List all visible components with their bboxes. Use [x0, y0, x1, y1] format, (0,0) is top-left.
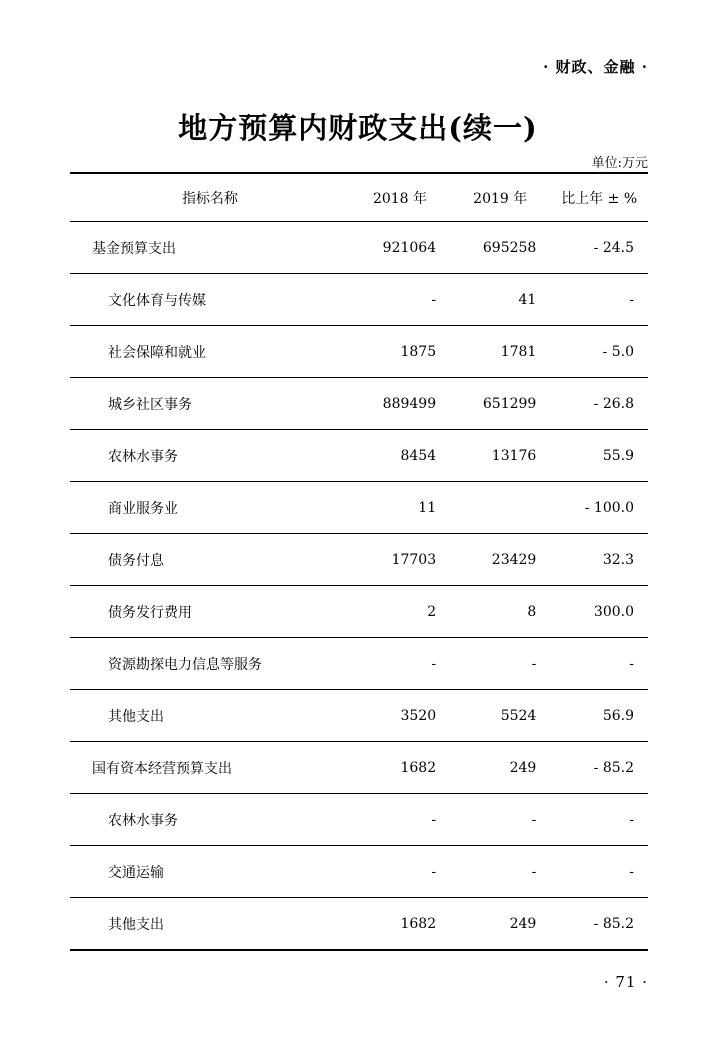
row-value-2019: 23429	[450, 534, 550, 586]
row-value-change: - 100.0	[550, 482, 648, 534]
row-value-2019	[450, 482, 550, 534]
row-value-2019: 8	[450, 586, 550, 638]
row-value-change: - 85.2	[550, 898, 648, 951]
table-row	[70, 222, 648, 274]
row-value-change: -	[550, 846, 648, 898]
row-value-change: 32.3	[550, 534, 648, 586]
row-value-2019: 41	[450, 274, 550, 326]
row-label: 资源勘探电力信息等服务	[70, 638, 350, 690]
row-label: 商业服务业	[70, 482, 350, 534]
table-row	[70, 482, 648, 534]
row-value-change: 55.9	[550, 430, 648, 482]
page-title: 地方预算内财政支出(续一)	[178, 111, 538, 145]
row-label: 其他支出	[70, 690, 350, 742]
row-label: 国有资本经营预算支出	[70, 742, 350, 794]
row-label: 城乡社区事务	[70, 378, 350, 430]
row-label: 社会保障和就业	[70, 326, 350, 378]
row-value-2018: -	[350, 846, 450, 898]
table-header-row	[70, 173, 648, 222]
row-value-2019: 249	[450, 898, 550, 951]
table-row	[70, 690, 648, 742]
row-label: 债务发行费用	[70, 586, 350, 638]
row-label: 其他支出	[70, 898, 350, 951]
row-value-change: 56.9	[550, 690, 648, 742]
table-row	[70, 898, 648, 951]
table-row	[70, 742, 648, 794]
row-label: 基金预算支出	[70, 222, 350, 274]
row-value-change: - 26.8	[550, 378, 648, 430]
row-value-2018: 1682	[350, 742, 450, 794]
column-header-2019: 2019 年	[450, 173, 550, 222]
row-value-change: -	[550, 274, 648, 326]
row-label: 文化体育与传媒	[70, 274, 350, 326]
row-value-2019: 249	[450, 742, 550, 794]
row-label: 农林水事务	[70, 794, 350, 846]
row-value-2019: 695258	[450, 222, 550, 274]
row-value-2019: 651299	[450, 378, 550, 430]
row-label: 交通运输	[70, 846, 350, 898]
running-head: · 财政、金融 ·	[543, 58, 648, 76]
table-row	[70, 430, 648, 482]
row-value-2019: -	[450, 794, 550, 846]
table-row	[70, 586, 648, 638]
table-row	[70, 846, 648, 898]
row-value-change: -	[550, 794, 648, 846]
table-header	[70, 173, 648, 222]
row-value-2019: 1781	[450, 326, 550, 378]
table-row	[70, 638, 648, 690]
table-row	[70, 534, 648, 586]
table-row	[70, 274, 648, 326]
column-header-indicator: 指标名称	[70, 173, 350, 222]
row-value-change: - 24.5	[550, 222, 648, 274]
page-number: · 71 ·	[603, 973, 648, 991]
row-value-change: - 5.0	[550, 326, 648, 378]
row-value-2019: -	[450, 638, 550, 690]
row-value-2019: 5524	[450, 690, 550, 742]
row-value-2018: 2	[350, 586, 450, 638]
row-value-2018: 17703	[350, 534, 450, 586]
row-label: 债务付息	[70, 534, 350, 586]
row-value-2019: -	[450, 846, 550, 898]
table-row	[70, 794, 648, 846]
row-value-2018: -	[350, 794, 450, 846]
row-value-2018: 3520	[350, 690, 450, 742]
row-value-change: - 85.2	[550, 742, 648, 794]
table-row	[70, 326, 648, 378]
row-value-change: 300.0	[550, 586, 648, 638]
row-value-2019: 13176	[450, 430, 550, 482]
row-value-2018: 889499	[350, 378, 450, 430]
column-header-change: 比上年 ± %	[550, 173, 648, 222]
row-value-2018: -	[350, 274, 450, 326]
table-row	[70, 378, 648, 430]
row-value-2018: 11	[350, 482, 450, 534]
budget-expenditure-table	[70, 172, 648, 951]
row-value-2018: 1682	[350, 898, 450, 951]
column-header-2018: 2018 年	[350, 173, 450, 222]
table-body	[70, 222, 648, 951]
row-value-2018: 1875	[350, 326, 450, 378]
row-label: 农林水事务	[70, 430, 350, 482]
row-value-2018: 8454	[350, 430, 450, 482]
row-value-2018: 921064	[350, 222, 450, 274]
row-value-change: -	[550, 638, 648, 690]
row-value-2018: -	[350, 638, 450, 690]
unit-note: 单位:万元	[591, 156, 648, 171]
